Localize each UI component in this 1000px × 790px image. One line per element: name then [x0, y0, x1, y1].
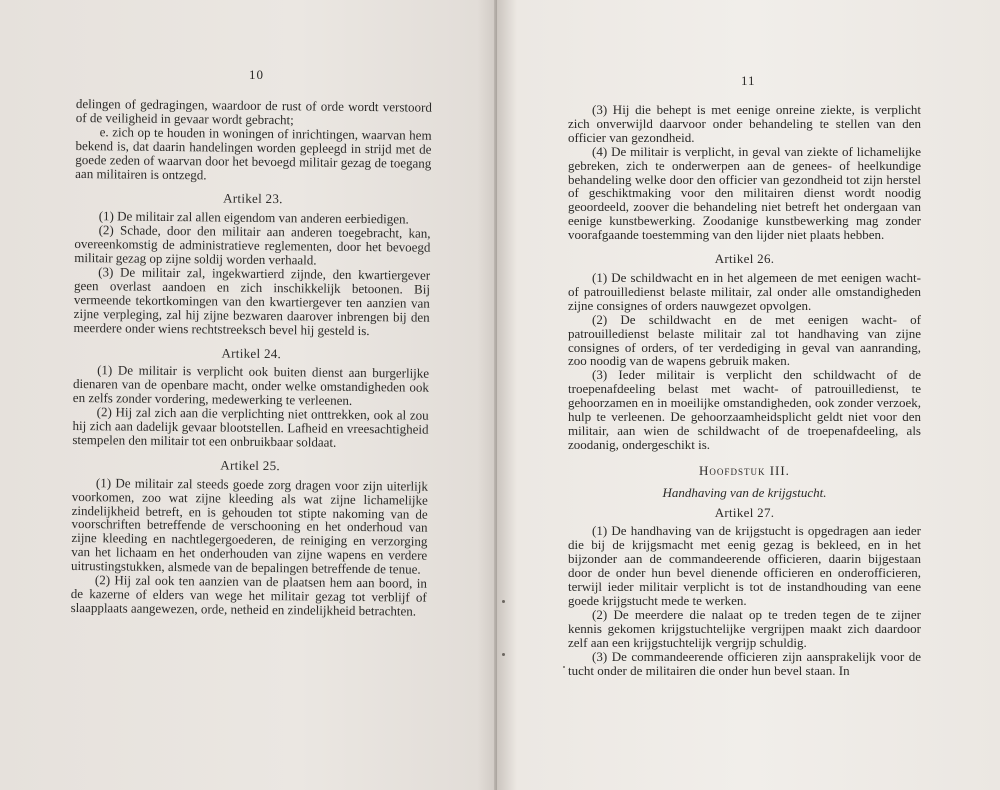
paragraph: (2) Hij zal ook ten aanzien van de plaatsen hem aan boord, in de kazerne of elders van wege het militair gezag tot verblijf of slaapplaats aangewezen, orde, netheid en zindelijkheid betrachten.: [70, 572, 428, 619]
paragraph: (3) De militair zal, ingekwartierd zijnde, den kwartiergever geen overlast aandoen en zich inschikkelijk betoonen. Bij vermeende tekortkomingen van den kwartiergever ten aanzien van zijne verpleging, zal hij zijne bezwaren daarover inbrengen bij den meerdere onder wiens rechtstreeksch bevel hij gesteld is.: [73, 264, 431, 338]
paragraph: (3) Ieder militair is verplicht den schildwacht of de troepenafdeeling belast met wacht- of patrouilledienst, te gehoorzamen en in moeilijke omstandigheden, ook zonder verzoek, hulp te verleenen. De gehoorzaamheidsplicht geldt niet voor den militair, aan wien de schildwacht of de troepenafdeeling, als zoodanig, ondergeschikt is.: [568, 367, 921, 452]
paper-speck: [563, 666, 565, 668]
chapter-heading: Hoofdstuk III.: [699, 462, 790, 478]
article-heading: Artikel 23.: [223, 190, 283, 207]
paragraph: (2) Hij zal zich aan die verplichting niet onttrekken, ook al zou hij zich aan dadelijk gevaar blootstellen. Lafheid en vreesachtigheid stempelen den militair tot een onbruikbaar soldaat.: [72, 404, 429, 450]
paragraph: (2) De schildwacht en de met eenigen wacht- of patrouilledienst belaste militair zal tot handhaving van zijne consignes of orders, of ter verdediging in geval van aanranding, zoo noodig van de wapens gebruik maken.: [568, 311, 921, 369]
article-heading: Artikel 25.: [220, 457, 281, 473]
right-page-text: [568, 103, 921, 677]
paragraph: e. zich op te houden in woningen of inrichtingen, waarvan hem bekend is, dat daarin handelingen worden gepleegd in strijd met de goede zeden of waarvan door het bevoegd militair gezag de toegang aan militairen is ontzegd.: [75, 124, 432, 182]
left-page: [0, 0, 497, 790]
chapter-title: Handhaving van de krijgstucht.: [662, 484, 827, 500]
paragraph: (3) De commandeerende officieren zijn aansprakelijk voor de tucht onder de militairen die onder hun bevel staan. In: [568, 648, 921, 678]
page-number-left: 10: [249, 67, 264, 82]
paragraph: (1) De militair is verplicht ook buiten dienst aan burgerlijke dienaren van de openbare macht, onder welke omstandigheden ook en zelfs zonder vordering, medewerking te verleenen.: [72, 362, 430, 409]
paragraph: delingen of gedragingen, waardoor de rust of orde wordt verstoord of de veiligheid in gevaar wordt gebracht;: [75, 96, 432, 128]
paragraph: (2) De meerdere die nalaat op te treden tegen de te zijner kennis gekomen krijgstuchtelijke vergrijpen maakt zich daardoor zelf aan een krijgstuchtelijk vergrijp schuldig.: [568, 606, 921, 650]
paragraph: (1) De schildwacht en in het algemeen de met eenigen wacht- of patrouilledienst belaste militair, zal onder alle omstandigheden zijne consignes of orders nauwgezet opvolgen.: [568, 269, 921, 313]
article-heading: Artikel 24.: [221, 345, 282, 361]
page-number-right: 11: [741, 73, 756, 88]
article-heading: Artikel 26.: [714, 251, 775, 267]
paragraph: (1) De militair zal allen eigendom van anderen eerbiedigen.: [98, 208, 409, 227]
paper-speck: [502, 600, 505, 603]
paragraph: (1) De militair zal steeds goede zorg dragen voor zijn uiterlijk voorkomen, zoo wat zijne kleeding als wat zijne lichamelijke zindelijkheid betreft, en is gehouden tot stipte nakoming van de voorschriften betreffende de verschooning en het onderhoud van zijne kleeding en nachtlegergoederen, de reiniging en verzorging van het lichaam en het onderhouden van zijne wapens en verdere uitrustingstukken, alsmede van de bepalingen betreffende de tenue.: [71, 474, 429, 577]
paragraph: (4) De militair is verplicht, in geval van ziekte of lichamelijke gebreken, zich te onderwerpen aan de genees- of heelkundige behandeling welke door den officier van gezondheid tot zijn herstel of geschiktmaking voor den militairen dienst wordt noodig geoordeeld, zoover die behandeling niet betreft het ondergaan van eenige kunstbewerking. Zoodanige kunstbewerking mag zonder voorafgaande toestemming van den lijder niet plaats hebben.: [568, 143, 921, 243]
paragraph: (1) De handhaving van de krijgstucht is opgedragen aan ieder die bij de krijgsmacht met eenig gezag is bekleed, en in het bijzonder aan de commandeerende officieren, daarin bijgestaan door de onder hun bevel dienende officieren en onderofficieren, terwijl ieder militair verplicht is tot de instandhouding van eene goede krijgstucht mede te werken.: [568, 523, 921, 608]
paper-speck: [502, 653, 505, 656]
article-heading: Artikel 27.: [714, 504, 775, 520]
paragraph: (2) Schade, door den militair aan anderen toegebracht, kan, overeenkomstig de administratieve reglementen, door het bevoegd militair gezag op zijne soldij worden verhaald.: [74, 222, 431, 268]
left-page-text: [71, 97, 432, 619]
paragraph: (3) Hij die behept is met eenige onreine ziekte, is verplicht zich onverwijld daarvoor onder behandeling te stellen van den officier van gezondheid.: [568, 102, 921, 145]
